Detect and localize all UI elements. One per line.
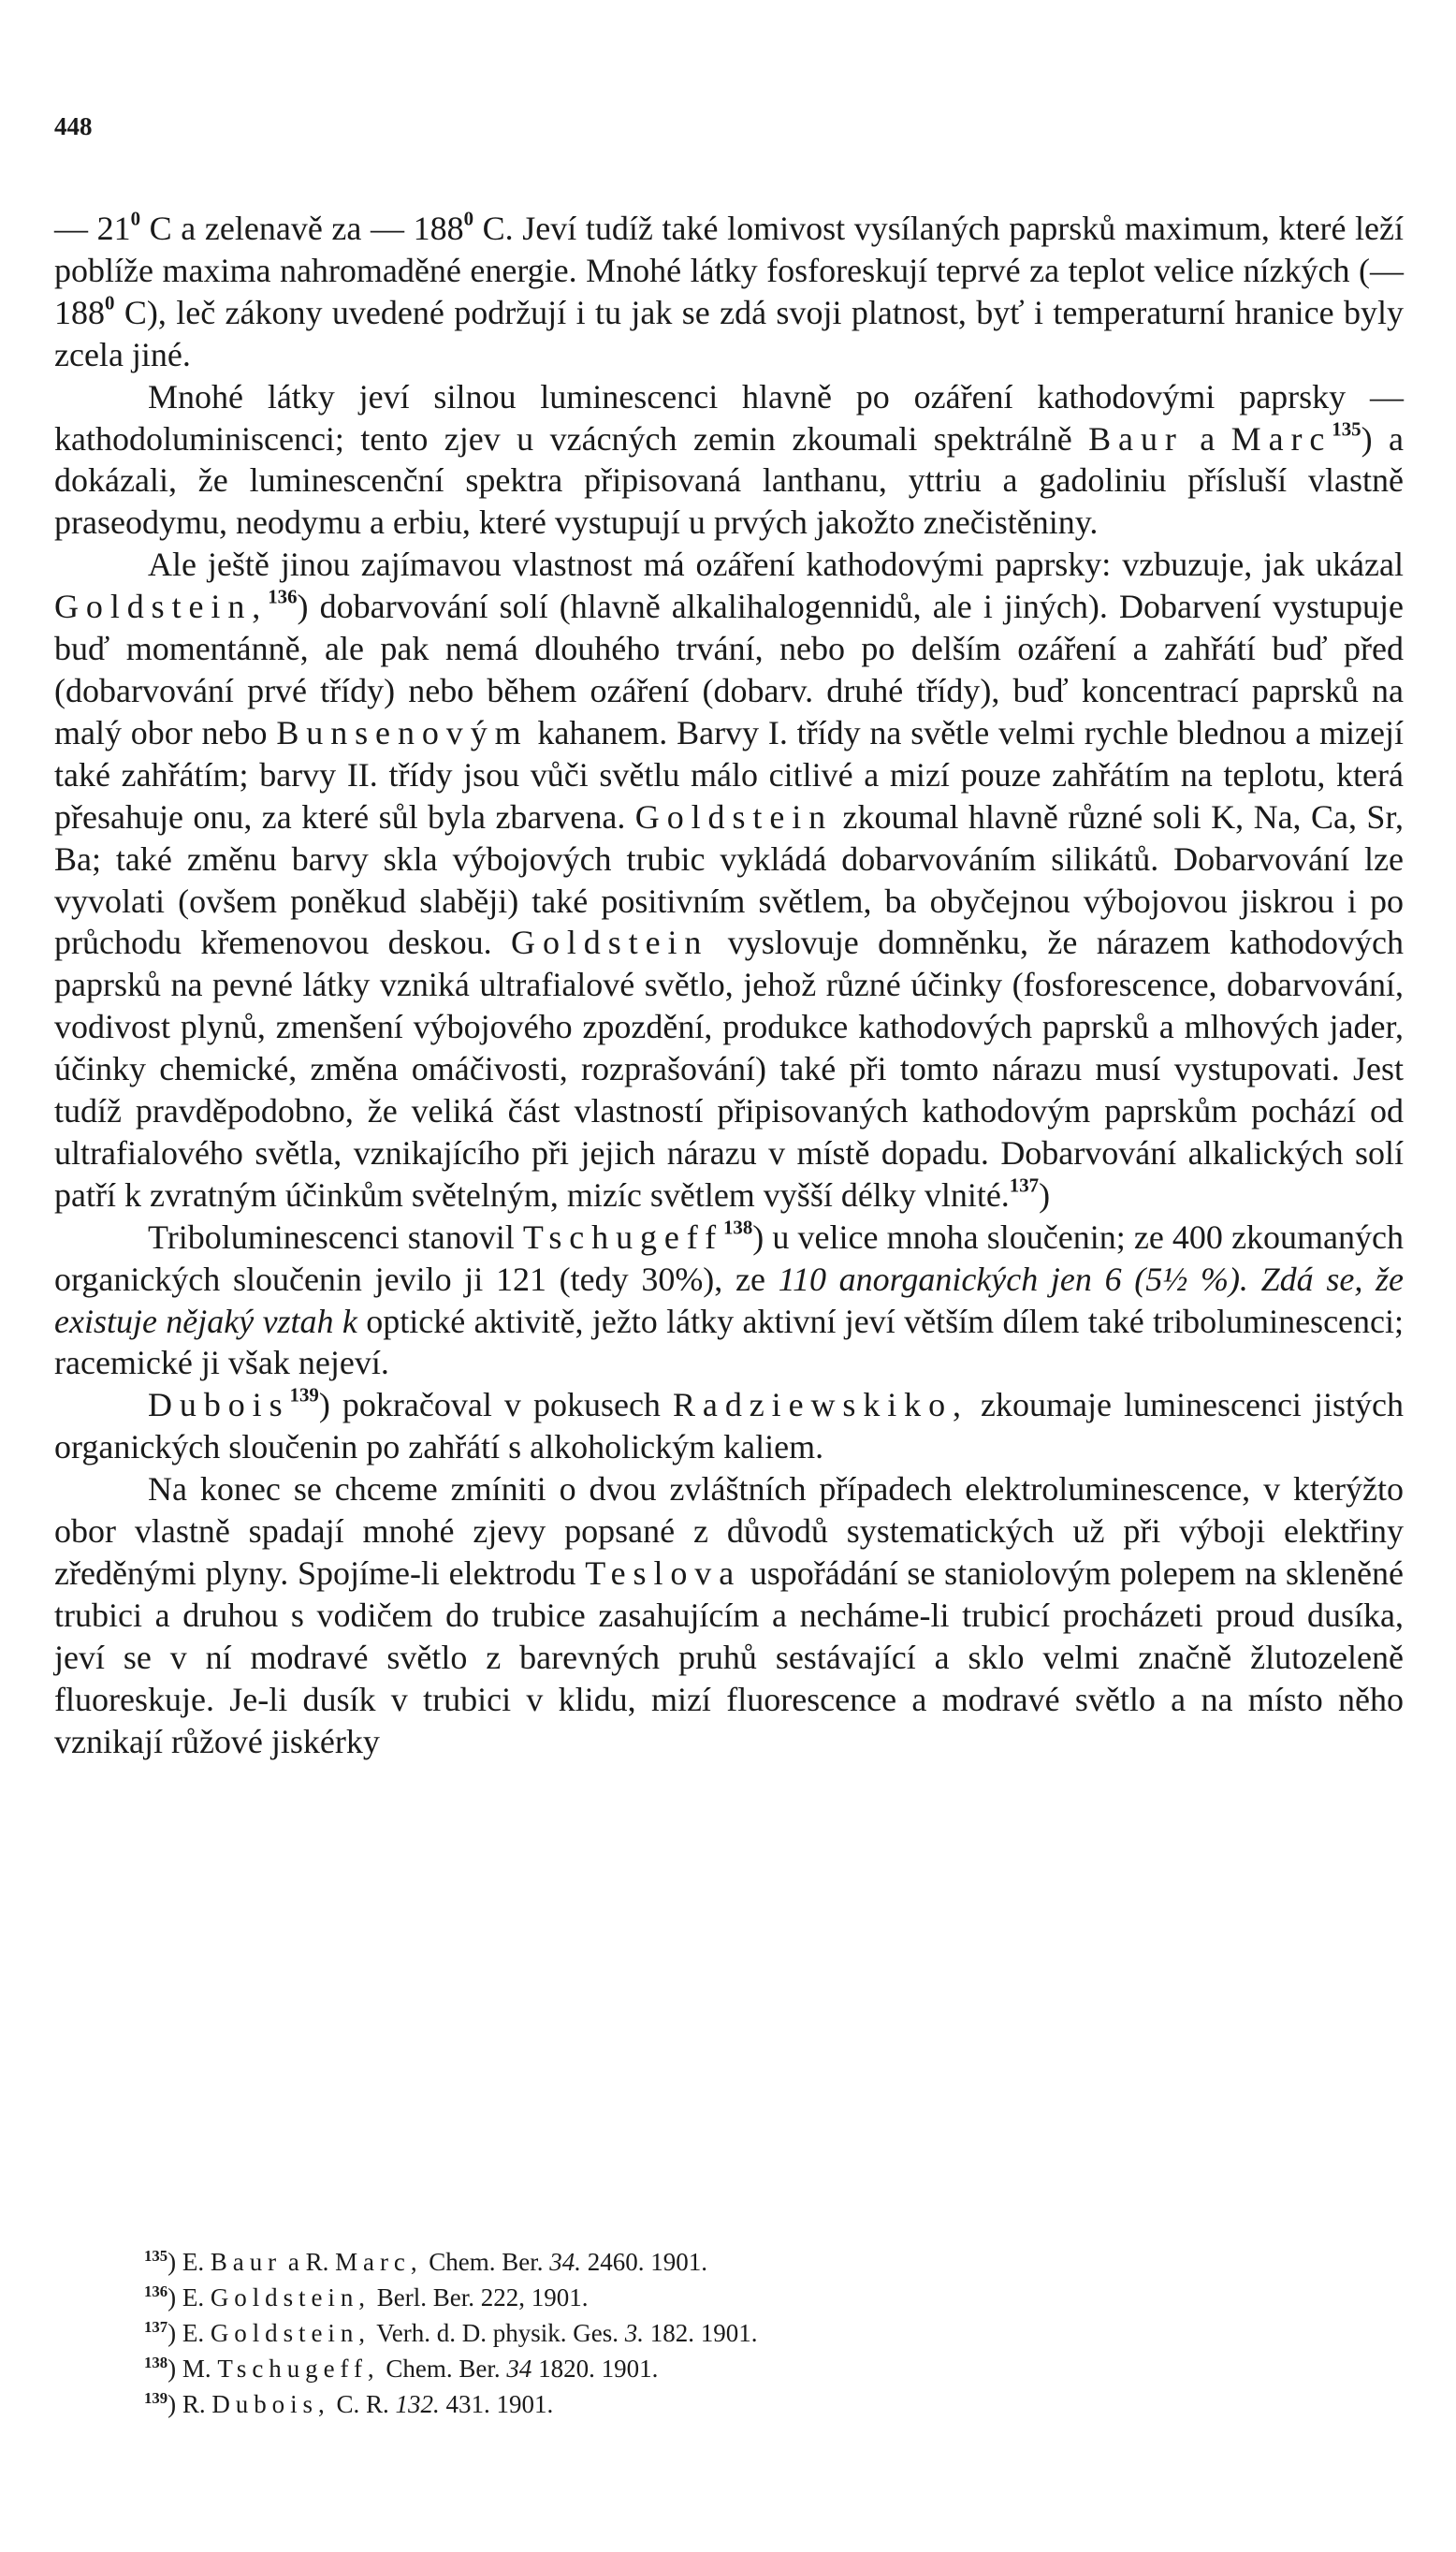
body-text [54, 208, 1404, 1763]
text-run: ) pokračoval v pokusech [318, 1386, 673, 1424]
spaced-name: Goldstein [511, 924, 709, 962]
spaced-name: Tschugeff [522, 1218, 723, 1256]
footnote-number: 135 [144, 2246, 168, 2265]
text-run: Na konec se chceme zmíniti o dvou zvláštních případech elektroluminescence, v kterýžto obor vlastně spadají mnohé zjevy popsané z důvodů systematických už při výboji elektřiny zředěnými plyny. Spojíme-li elektrodu [54, 1470, 1404, 1592]
footnote-ref: 138 [722, 1216, 753, 1239]
text-run: 182. 1901. [644, 2319, 758, 2347]
paragraph-p0 [54, 208, 1404, 376]
paragraph-p1 [54, 376, 1404, 545]
paragraph-p4 [54, 1384, 1404, 1468]
footnote-ref: 135 [1332, 416, 1361, 440]
text-run: a R. [282, 2248, 336, 2276]
text-run: C a zelenavě za — 188 [140, 210, 464, 247]
text-run: C. R. [329, 2390, 396, 2418]
spaced-name: Goldstein, [54, 588, 269, 626]
footnote-ref: 136 [268, 585, 298, 608]
text-run: Berl. Ber. 222, 1901. [371, 2283, 589, 2311]
footnote-ref: 0 [463, 207, 474, 230]
text-run: — 21 [54, 210, 131, 247]
footnote-number: 137 [144, 2317, 168, 2336]
text-run: a [1183, 419, 1231, 458]
text-run: zkoumal hlavně různé soli K, Na, Ca, Sr, Ba; také změnu barvy skla výbojových trubic vykládá dobarvováním silikátů. Dobarvování lze vyvolati (ovšem poněkud slaběji) také positivním světlem, ba obyčejnou výbojovou jiskrou i po průchodu křemenovou deskou. [54, 797, 1404, 962]
spaced-name: Marc, [335, 2248, 423, 2276]
footnote-ref: 137 [1009, 1174, 1040, 1197]
footnote-ref: 139 [289, 1383, 319, 1407]
spaced-name: Bunsenovým [276, 713, 529, 751]
text-run: ) E. [167, 2283, 211, 2311]
text-run: ) M. [167, 2355, 218, 2383]
text-run: Ale ještě jinou zajímavou vlastnost má ozáření kathodovými paprsky: vzbuzuje, jak ukázal [148, 546, 1404, 584]
text-run: 431. 1901. [439, 2390, 554, 2418]
footnotes [144, 2244, 1173, 2422]
footnote-137 [144, 2315, 1173, 2351]
spaced-name: Radziewskiko, [673, 1386, 968, 1424]
text-run: vyslovuje domněnku, že nárazem kathodových paprsků na pevné látky vzniká ultrafialové světlo, jehož různé účinky (fosforescence, dobarvování, vodivost plynů, zmenšení výbojového zpozdění, produkce kathodových paprsků a mlhových jader, účinky chemické, změna omáčivosti, rozprašování) také při tomto nárazu musí vystupovati. Jest tudíž pravděpodobno, že veliká část vlastností připisovaných kathodovým paprskům pochází od ultrafialového světla, vznikajícího při jejich nárazu v místě dopadu. Dobarvování alkalických solí patří k zvratným účinkům světelným, mizíc světlem vyšší délky vlnité. [54, 924, 1405, 1214]
spaced-name: Dubois [148, 1386, 290, 1424]
italic-text: 132. [395, 2390, 440, 2418]
paragraph-p3 [54, 1217, 1404, 1385]
text-run: 2460. 1901. [581, 2248, 708, 2276]
footnote-number: 139 [144, 2388, 168, 2407]
text-run: Verh. d. D. physik. Ges. [371, 2319, 625, 2347]
text-run: ) R. [167, 2390, 212, 2418]
italic-text: 34 [506, 2355, 532, 2383]
spaced-name: Goldstein, [210, 2283, 371, 2311]
footnote-136 [144, 2280, 1173, 2315]
text-run: ) u velice mnoha sloučenin; ze 400 zkoumaných organických sloučenin jevilo ji 121 (tedy 30%), ze [54, 1218, 1405, 1298]
text-run: C), leč zákony uvedené podržují i tu jak se zdá svoji platnost, byť i temperaturní hranice byly zcela jiné. [54, 293, 1404, 373]
footnote-139 [144, 2386, 1173, 2422]
text-run: 1820. 1901. [531, 2355, 659, 2383]
italic-text: 34. [549, 2248, 582, 2276]
text-run: kahanem. Barvy I. třídy na světle velmi rychle blednou a mizejí také zahřátím; barvy II. třídy jsou vůči světlu málo citlivé a mizí pouze zahřátím na teplotu, která přesahuje onu, za které sůl byla zbarvena. [54, 713, 1405, 836]
paragraph-p2 [54, 544, 1404, 1217]
italic-text: 3. [624, 2319, 644, 2347]
footnote-138 [144, 2351, 1173, 2386]
footnote-number: 136 [144, 2282, 168, 2300]
text-run: Chem. Ber. [379, 2355, 507, 2383]
text-run: ) a dokázali, že luminescenční spektra připisovaná lanthanu, yttriu a gadoliniu přísluší vlastně praseodymu, neodymu a erbiu, které vystupují u prvých jakožto znečistěniny. [54, 419, 1405, 542]
text-run: uspořádání se staniolovým polepem na skleněné trubici a druhou s vodičem do trubice zasahujícím a necháme-li trubicí procházeti proud dusíka, jeví se v ní modravé světlo z barevných pruhů sestávající a sklo velmi značně žlutozeleně fluoreskuje. Je-li dusík v trubici v klidu, mizí fluorescence a modravé světlo a na místo něho vznikají růžové jiskérky [54, 1554, 1404, 1760]
spaced-name: Tschugeff, [217, 2355, 380, 2383]
spaced-name: Baur [210, 2248, 283, 2276]
footnote-135 [144, 2244, 1173, 2280]
text-run: optické aktivitě, ježto látky aktivní jeví větším dílem také triboluminescenci; racemické ji však nejeví. [54, 1302, 1405, 1382]
text-run: Chem. Ber. [422, 2248, 550, 2276]
footnote-ref: 0 [105, 291, 115, 314]
spaced-name: Baur [1088, 419, 1184, 458]
spaced-name: Goldstein, [210, 2319, 371, 2347]
spaced-name: Dubois, [211, 2390, 330, 2418]
footnote-number: 138 [144, 2353, 168, 2371]
text-run: ) E. [167, 2319, 211, 2347]
text-run: Mnohé látky jeví silnou luminescenci hlavně po ozáření kathodovými paprsky — kathodoluminiscenci; tento zjev u vzácných zemin zkoumali spektrálně [54, 377, 1404, 458]
text-run: ) dobarvování solí (hlavně alkalihalogennidů, ale i jiných). Dobarvení vystupuje buď momentánně, ale pak nemá dlouhého trvání, nebo po delším ozáření a zahřátí buď před (dobarvování prvé třídy) nebo během ozáření (dobarv. druhé třídy), buď koncentrací paprsků na malý obor nebo [54, 588, 1404, 751]
footnote-ref: 0 [130, 207, 141, 230]
text-run: Triboluminescenci stanovil [148, 1218, 523, 1256]
paragraph-p5 [54, 1468, 1404, 1762]
text-run: ) [1039, 1175, 1051, 1214]
spaced-name: Marc [1230, 419, 1332, 458]
spaced-name: Teslova [585, 1554, 742, 1592]
text-run: ) E. [167, 2248, 211, 2276]
page-number: 448 [54, 112, 93, 140]
spaced-name: Goldstein [634, 797, 834, 836]
text-run: C. Jeví tudíž také lomivost vysílaných paprsků maximum, které leží poblíže maxima nahromaděné energie. Mnohé látky fosforeskují teprvé za teplot velice nízkých (— 188 [54, 210, 1405, 331]
italic-text: 110 anorganických jen 6 (5½ %). Zdá se, že existuje nějaký vztah k [54, 1260, 1404, 1340]
text-run: zkoumaje luminescenci jistých organických sloučenin po zahřátí s alkoholickým kaliem. [54, 1386, 1404, 1466]
